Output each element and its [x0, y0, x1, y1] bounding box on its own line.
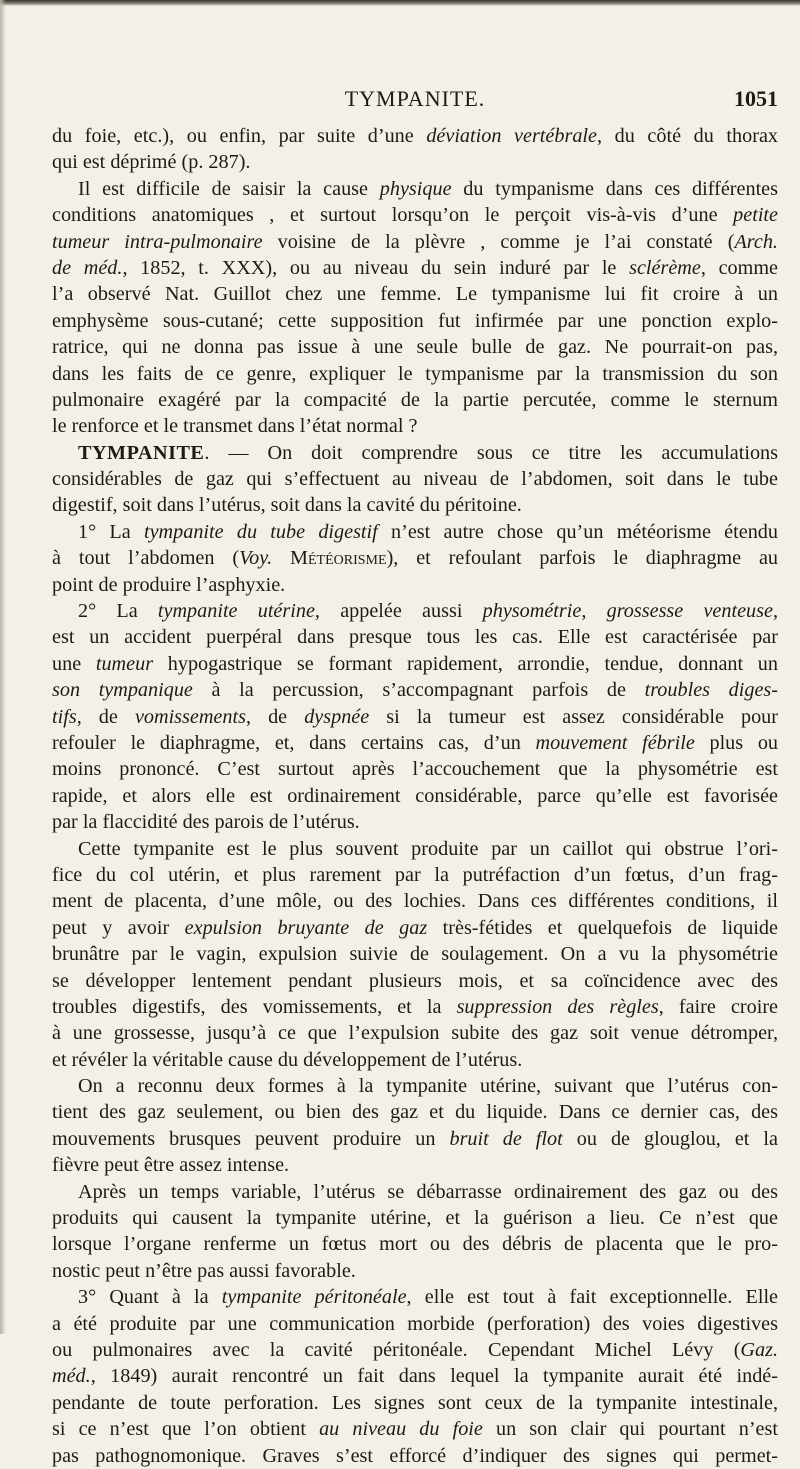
text-line [52, 1205, 778, 1231]
text-run: refouler le diaphragme, et, dans certains cas, d’un [52, 731, 536, 754]
text-line [52, 1231, 778, 1257]
text-run: . — On doit comprendre sous ce titre les accumulations [204, 441, 778, 464]
text-run: fice du col utérin, et plus rarement par la putréfaction d’un fœtus, d’un frag- [52, 863, 778, 886]
italic-term: son tympanique [52, 679, 193, 702]
text-line [52, 1020, 778, 1046]
text-line [52, 1152, 778, 1178]
text-run: se développer lentement pendant plusieurs mois, et sa coïncidence avec des [52, 969, 778, 992]
italic-term: physique [379, 177, 452, 200]
text-line [52, 308, 778, 334]
text-run: le renforce et le transmet dans l’état normal ? [52, 415, 418, 438]
text-run: conditions anatomiques , et surtout lorsqu’on le perçoit vis-à-vis d’une [52, 204, 734, 227]
italic-term: tumeur intra-pulmonaire [52, 230, 263, 253]
text-line [52, 229, 778, 255]
text-line [52, 915, 778, 941]
text-run: du tympanisme dans ces différentes [451, 177, 778, 200]
italic-term: mouvement fébrile [535, 731, 695, 754]
text-line [52, 624, 778, 650]
text-run: et révéler la véritable cause du développement de l’utérus. [52, 1048, 523, 1071]
italic-term: Voy. [239, 547, 273, 570]
text-line [52, 1179, 778, 1205]
text-run: emphysème sous-cutané; cette supposition fut infirmée par une ponction explo- [52, 309, 778, 332]
entry-heading: TYMPANITE [78, 441, 205, 464]
italic-term: sclérème [629, 256, 701, 279]
text-run: , du côté du thorax [597, 125, 778, 147]
text-run: voisine de la plèvre , comme je l’ai constaté ( [262, 230, 735, 253]
text-line [52, 492, 778, 518]
text-run: 1° La [78, 520, 144, 543]
text-line [52, 123, 778, 149]
text-run: lorsque l’organe renferme un fœtus mort ou des débris de placenta que le pro- [52, 1233, 778, 1256]
running-title: TYMPANITE. [344, 86, 486, 111]
text-run: peut y avoir [52, 916, 185, 939]
text-run: , [772, 600, 778, 623]
text-line [52, 572, 778, 598]
italic-term: grossesse venteuse [606, 600, 773, 623]
text-line [52, 1443, 778, 1469]
text-line [52, 281, 778, 307]
text-run: rapide, et alors elle est ordinairement considérable, parce qu’elle est favorisée [52, 784, 778, 807]
italic-term: tumeur [95, 652, 154, 675]
text-line [52, 598, 778, 624]
text-run: 2° La [78, 600, 158, 623]
text-line [52, 1099, 778, 1125]
text-run: si la tumeur est assez considérable pour [369, 705, 778, 728]
text-line [52, 387, 778, 413]
text-run: Après un temps variable, l’utérus se débarrasse ordinairement des gaz ou des [78, 1180, 778, 1203]
text-run: n’est autre chose qu’un météorisme étendu [377, 520, 778, 543]
text-run: brunâtre par le vagin, expulsion suivie de soulagement. On a vu la physométrie [52, 943, 778, 966]
text-line [52, 149, 778, 175]
text-run [272, 547, 290, 569]
italic-term: expulsion bruyante de gaz [184, 916, 428, 939]
text-line [52, 1311, 778, 1337]
text-run: par la flaccidité des parois de l’utérus. [52, 811, 360, 834]
italic-term: vomissements [134, 705, 246, 728]
text-run: si ce n’est que l’on obtient [52, 1418, 320, 1441]
text-run: dans les faits de ce genre, expliquer le tympanisme par la transmission du son [52, 362, 778, 385]
text-line [52, 941, 778, 967]
text-line [52, 519, 778, 545]
text-line [52, 704, 778, 730]
text-line [52, 176, 778, 202]
text-run: , comme [700, 256, 778, 279]
text-line [52, 994, 778, 1020]
text-run: un son clair qui pourtant n’est [482, 1418, 778, 1441]
text-run: pulmonaire exagéré par la compacité de la partie percutée, comme le sternum [52, 388, 778, 411]
text-run: , 1852, t. XXX), ou au niveau du sein induré par le [122, 256, 630, 279]
text-line [52, 1416, 778, 1442]
text-run: du foie, etc.), ou enfin, par suite d’une [52, 125, 427, 147]
text-run: nostic peut n’être pas aussi favorable. [52, 1259, 356, 1282]
text-run: très-fétides et quelquefois de liquide [427, 916, 778, 939]
text-run: ou pulmonaires avec la cavité péritonéale. Cependant Michel Lévy ( [52, 1338, 741, 1361]
text-run: On a reconnu deux formes à la tympanite utérine, suivant que l’utérus con- [78, 1075, 778, 1098]
text-run: ratrice, qui ne donna pas issue à une seule bulle de gaz. Ne pourrait-on pas, [52, 336, 778, 359]
text-line [52, 888, 778, 914]
text-run: , 1849) aurait rencontré un fait dans lequel la tympanite aurait été indé- [90, 1365, 778, 1388]
text-line [52, 651, 778, 677]
text-line [52, 1337, 778, 1363]
text-line [52, 361, 778, 387]
cross-reference: Météorisme [290, 547, 387, 570]
text-run: , appelée aussi [314, 600, 483, 623]
text-line [52, 255, 778, 281]
text-run: digestif, soit dans l’utérus, soit dans la cavité du péritoine. [52, 494, 522, 517]
text-run: 3° Quant à la [78, 1286, 222, 1309]
text-run: point de produire l’asphyxie. [52, 573, 286, 596]
text-line [52, 677, 778, 703]
text-line [52, 730, 778, 756]
text-run: Il est difficile de saisir la cause [78, 177, 380, 200]
text-line [52, 756, 778, 782]
text-line [52, 334, 778, 360]
text-run: pas pathognomonique. Graves s’est efforcé d’indiquer des signes qui permet- [52, 1444, 778, 1467]
text-line [52, 466, 778, 492]
text-run: ment de placenta, d’une môle, ou des lochies. Dans ces différentes conditions, il [52, 890, 778, 913]
text-run: est un accident puerpéral dans presque tous les cas. Elle est caractérisée par [52, 626, 778, 649]
text-run: considérables de gaz qui s’effectuent au niveau de l’abdomen, soit dans le tube [52, 468, 778, 491]
italic-term: dyspnée [304, 705, 370, 728]
text-line [52, 202, 778, 228]
text-line [52, 1258, 778, 1284]
text-run: pendante de toute perforation. Les signes sont ceux de la tympanite intestinale, [52, 1391, 778, 1414]
italic-term: physométrie [482, 600, 582, 623]
text-line [52, 1363, 778, 1389]
text-run: qui est déprimé (p. 287). [52, 151, 251, 174]
text-line [52, 836, 778, 862]
text-line [52, 862, 778, 888]
text-line [52, 968, 778, 994]
italic-term: au niveau du foie [319, 1418, 483, 1441]
body-text [52, 123, 778, 1469]
text-run: produits qui causent la tympanite utérine, et la guérison a lieu. Ce n’est que [52, 1207, 778, 1230]
italic-term: troubles diges- [644, 679, 778, 702]
text-line [52, 1073, 778, 1099]
text-run: a été produite par une communication morbide (perforation) des voies digestives [52, 1312, 778, 1335]
italic-term: tympanite du tube digestif [143, 520, 378, 543]
text-run: plus ou [694, 731, 778, 754]
text-line [52, 1047, 778, 1073]
italic-term: bruit de flot [449, 1127, 563, 1150]
text-line [52, 809, 778, 835]
italic-term: petite [733, 204, 778, 227]
text-line [52, 1390, 778, 1416]
page-number: 1051 [734, 86, 778, 111]
italic-term: Gaz. [740, 1338, 778, 1361]
text-run: tient des gaz seulement, ou bien des gaz et du liquide. Dans ce dernier cas, des [52, 1101, 778, 1124]
text-run: fièvre peut être assez intense. [52, 1154, 290, 1177]
italic-term: méd. [52, 1365, 91, 1388]
text-run: à tout l’abdomen ( [52, 547, 240, 570]
italic-term: Arch. [734, 230, 778, 253]
text-run: l’a observé Nat. Guillot chez une femme. Le tympanisme lui fit croire à un [52, 283, 778, 306]
text-line [52, 1284, 778, 1310]
italic-term: tifs [52, 705, 77, 728]
text-run: Cette tympanite est le plus souvent produite par un caillot qui obstrue l’ori- [78, 837, 778, 860]
text-line [52, 783, 778, 809]
text-run: , faire croire [658, 995, 778, 1018]
text-run: à la percussion, s’accompagnant parfois de [192, 679, 645, 702]
text-line [52, 440, 778, 466]
text-run: , [581, 600, 607, 623]
italic-term: tympanite utérine [157, 600, 315, 623]
page-header [52, 86, 778, 116]
text-line [52, 545, 778, 571]
text-run: , elle est tout à fait exceptionnelle. Elle [406, 1286, 778, 1309]
text-run: troubles digestifs, des vomissements, et la [52, 995, 457, 1018]
text-run: mouvements brusques peuvent produire un [52, 1127, 450, 1150]
page-left-edge [0, 0, 6, 1334]
text-run: , de [76, 705, 135, 728]
italic-term: de méd. [52, 256, 123, 279]
text-line [52, 413, 778, 439]
text-run: à une grossesse, jusqu’à ce que l’expulsion subite des gaz soit venue détromper, [52, 1022, 778, 1045]
page-top-shadow [0, 0, 800, 6]
text-line [52, 1126, 778, 1152]
text-run: moins prononcé. C’est surtout après l’accouchement que la physométrie est [52, 758, 778, 781]
text-run: , de [245, 705, 305, 728]
text-run: ou de glouglou, et la [562, 1127, 778, 1150]
text-run: hypogastrique se formant rapidement, arrondie, tendue, donnant un [153, 652, 778, 675]
italic-term: suppression des règles [456, 995, 659, 1018]
italic-term: déviation vertébrale [426, 125, 597, 147]
italic-term: tympanite péritonéale [221, 1286, 407, 1309]
text-run: une [52, 652, 96, 675]
text-run: ), et refoulant parfois le diaphragme au [386, 547, 778, 570]
